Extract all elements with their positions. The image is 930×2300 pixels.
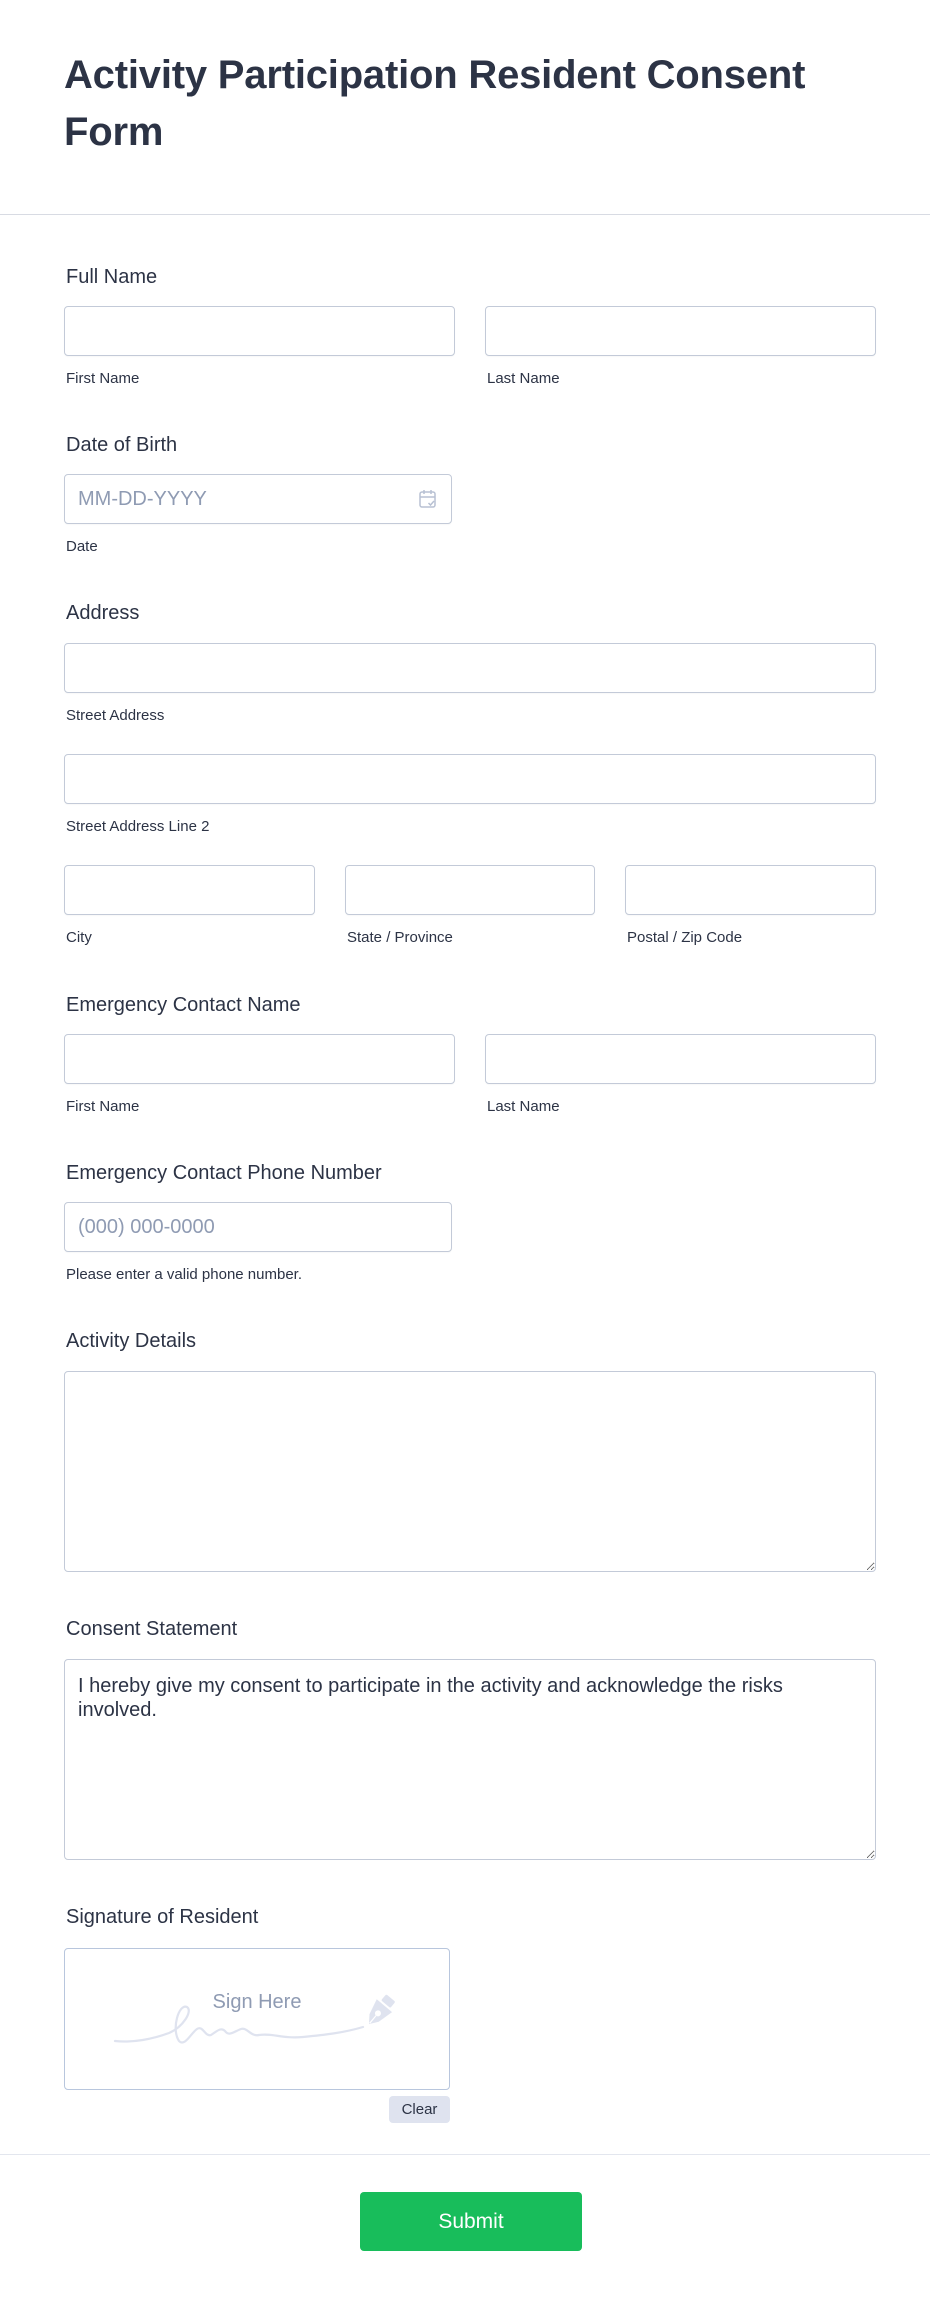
- last-name-sublabel: Last Name: [487, 370, 560, 387]
- signature-scribble-icon: [113, 1989, 403, 2059]
- pen-nib-icon: [361, 1992, 398, 2031]
- emergency-phone-input[interactable]: [64, 1202, 452, 1252]
- emergency-first-name-input[interactable]: [64, 1034, 455, 1084]
- signature-label: Signature of Resident: [66, 1906, 259, 1928]
- emergency-phone-label: Emergency Contact Phone Number: [66, 1162, 382, 1184]
- dob-input[interactable]: [64, 474, 452, 524]
- address-label: Address: [66, 602, 140, 624]
- first-name-sublabel: First Name: [66, 370, 140, 387]
- full-name-label: Full Name: [66, 266, 158, 288]
- street-address-line2-sublabel: Street Address Line 2: [66, 818, 210, 835]
- city-input[interactable]: [64, 865, 315, 915]
- footer-divider: [0, 2154, 930, 2155]
- dob-label: Date of Birth: [66, 434, 178, 456]
- sign-here-placeholder: Sign Here: [212, 1991, 302, 2013]
- emergency-phone-sublabel: Please enter a valid phone number.: [66, 1266, 302, 1283]
- form-header: [0, 0, 930, 215]
- activity-details-label: Activity Details: [66, 1330, 197, 1352]
- street-address-line2-input[interactable]: [64, 754, 876, 804]
- dob-sublabel: Date: [66, 538, 98, 555]
- first-name-input[interactable]: [64, 306, 455, 356]
- state-input[interactable]: [345, 865, 595, 915]
- emergency-last-name-input[interactable]: [485, 1034, 876, 1084]
- state-sublabel: State / Province: [347, 929, 453, 946]
- consent-textarea[interactable]: [64, 1659, 876, 1860]
- consent-label: Consent Statement: [66, 1618, 238, 1640]
- submit-button[interactable]: Submit: [360, 2192, 582, 2251]
- page-title: Activity Participation Resident Consent Form: [64, 53, 806, 154]
- zip-sublabel: Postal / Zip Code: [627, 929, 743, 946]
- street-address-input[interactable]: [64, 643, 876, 693]
- emergency-name-label: Emergency Contact Name: [66, 994, 301, 1016]
- last-name-input[interactable]: [485, 306, 876, 356]
- activity-details-textarea[interactable]: [64, 1371, 876, 1572]
- signature-pad[interactable]: [64, 1948, 450, 2090]
- zip-input[interactable]: [625, 865, 876, 915]
- emergency-first-name-sublabel: First Name: [66, 1098, 140, 1115]
- street-address-sublabel: Street Address: [66, 707, 165, 724]
- calendar-icon[interactable]: [418, 488, 438, 510]
- emergency-last-name-sublabel: Last Name: [487, 1098, 560, 1115]
- city-sublabel: City: [66, 929, 92, 946]
- clear-signature-button[interactable]: Clear: [389, 2096, 450, 2123]
